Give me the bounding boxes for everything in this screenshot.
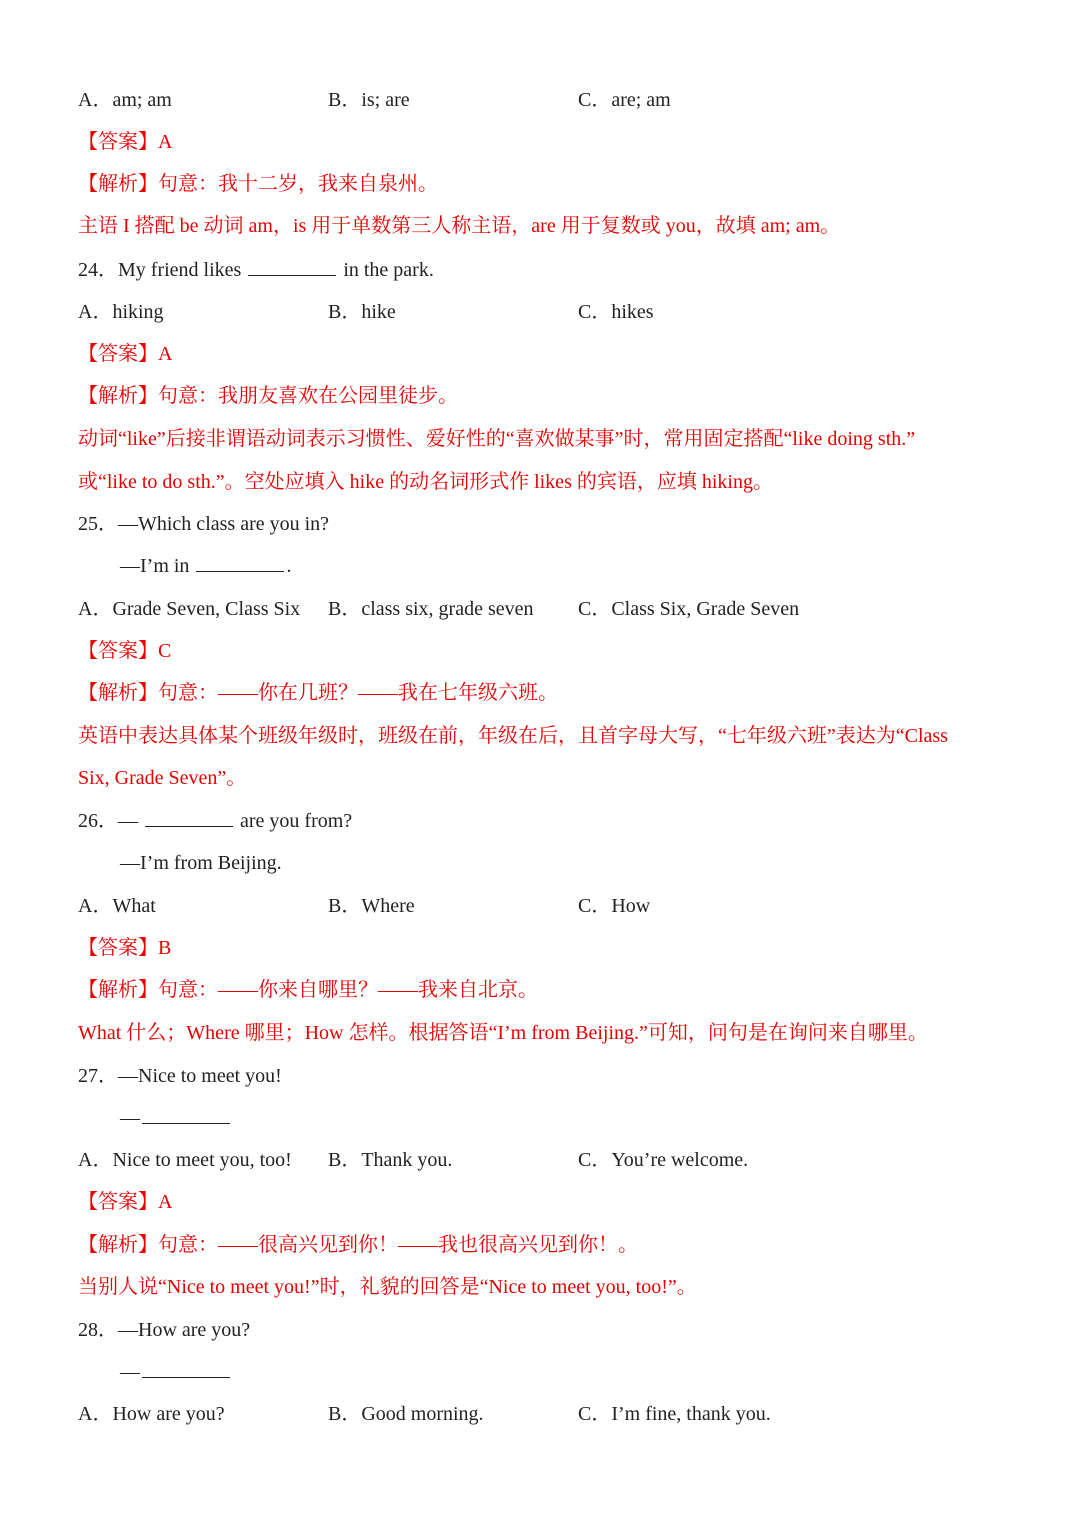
q23-explanation: 主语 I 搭配 be 动词 am，is 用于单数第三人称主语，are 用于复数或 you，故填 am; am。: [78, 215, 841, 237]
q25-answer: [78, 637, 171, 665]
q26-option-a: A．What: [78, 895, 156, 917]
q23-option-a: A．am; am: [78, 89, 172, 111]
q27-answer-text: 【答案】A: [78, 1191, 173, 1213]
q27-stem-1: [78, 1062, 282, 1090]
q27-option-c: C．You’re welcome.: [578, 1149, 749, 1171]
q25-analysis: [78, 679, 558, 707]
q26-number: 26．: [78, 810, 118, 832]
q25-explanation-2: Six, Grade Seven”。: [78, 767, 247, 789]
q25-stem-2-post: .: [286, 555, 292, 577]
q26-analysis-text: 句意：——你来自哪里？——我来自北京。: [158, 979, 538, 1001]
q25-analysis-label: 【解析】: [78, 682, 158, 704]
q28-option-b: B．Good morning.: [328, 1403, 484, 1425]
q23-analysis: [78, 170, 438, 198]
q25-option-a: A．Grade Seven, Class Six: [78, 598, 301, 620]
q23-analysis-label: 【解析】: [78, 173, 158, 195]
q28-stem-2-pre: —: [120, 1361, 140, 1383]
q26-stem-2: —I’m from Beijing.: [120, 852, 282, 874]
q24-analysis-label: 【解析】: [78, 385, 158, 407]
q23-option-c: C．are; am: [578, 89, 671, 111]
q26-stem-1-pre: —: [118, 810, 138, 832]
q26-option-c: C．How: [578, 895, 651, 917]
q24-answer: [78, 340, 172, 368]
q25-stem-1: [78, 510, 329, 538]
q26-analysis: [78, 976, 538, 1004]
q25-stem-2: [120, 552, 291, 580]
q27-stem-1-text: —Nice to meet you!: [118, 1065, 282, 1087]
q27-stem-2-pre: —: [120, 1107, 140, 1129]
q24-blank: [248, 257, 336, 276]
q26-analysis-label: 【解析】: [78, 979, 158, 1001]
q28-blank: [142, 1359, 230, 1378]
q26-stem-1: [78, 807, 352, 835]
q24-option-b: B．hike: [328, 301, 396, 323]
q28-stem-1: [78, 1316, 250, 1344]
q28-option-c: C．I’m fine, thank you.: [578, 1403, 771, 1425]
q24-stem-post: in the park.: [343, 259, 434, 281]
q24-explanation-2: 或“like to do sth.”。空处应填入 hike 的动名词形式作 likes 的宾语，应填 hiking。: [78, 471, 773, 493]
q27-option-b: B．Thank you.: [328, 1149, 453, 1171]
q24-option-a: A．hiking: [78, 301, 164, 323]
q27-number: 27．: [78, 1065, 118, 1087]
q27-analysis: [78, 1231, 638, 1259]
q27-analysis-text: 句意：——很高兴见到你！——我也很高兴见到你！。: [158, 1234, 638, 1256]
q24-analysis: [78, 382, 458, 410]
q23-answer-text: 【答案】A: [78, 131, 173, 153]
q23-answer: [78, 128, 172, 156]
q25-stem-1-text: —Which class are you in?: [118, 513, 330, 535]
q24-option-c: C．hikes: [578, 301, 654, 323]
q24-stem: [78, 256, 434, 284]
q24-stem-pre: My friend likes: [118, 259, 242, 281]
q26-explanation: What 什么；Where 哪里；How 怎样。根据答语“I’m from Beijing.”可知，问句是在询问来自哪里。: [78, 1022, 928, 1044]
q25-explanation-1: 英语中表达具体某个班级年级时，班级在前，年级在后，且首字母大写，“七年级六班”表达为“Class: [78, 725, 948, 747]
q26-stem-1-post: are you from?: [240, 810, 353, 832]
q25-option-c: C．Class Six, Grade Seven: [578, 598, 800, 620]
q27-blank: [142, 1105, 230, 1124]
q28-number: 28．: [78, 1319, 118, 1341]
q23-option-b: B．is; are: [328, 89, 410, 111]
q26-answer: [78, 934, 171, 962]
q26-option-b: B．Where: [328, 895, 415, 917]
q25-option-b: B．class six, grade seven: [328, 598, 534, 620]
q24-answer-text: 【答案】A: [78, 343, 173, 365]
q25-answer-text: 【答案】C: [78, 640, 172, 662]
q23-analysis-text: 句意：我十二岁，我来自泉州。: [158, 173, 438, 195]
q27-option-a: A．Nice to meet you, too!: [78, 1149, 292, 1171]
q26-blank: [145, 808, 233, 827]
q27-analysis-label: 【解析】: [78, 1234, 158, 1256]
q27-stem-2: [120, 1104, 232, 1132]
q27-explanation: 当别人说“Nice to meet you!”时，礼貌的回答是“Nice to meet you, too!”。: [78, 1276, 697, 1298]
q28-option-a: A．How are you?: [78, 1403, 225, 1425]
q24-explanation-1: 动词“like”后接非谓语动词表示习惯性、爱好性的“喜欢做某事”时，常用固定搭配“like doing sth.”: [78, 428, 916, 450]
q25-blank: [196, 553, 284, 572]
q28-stem-1-text: —How are you?: [118, 1319, 251, 1341]
q25-number: 25．: [78, 513, 118, 535]
q24-analysis-text: 句意：我朋友喜欢在公园里徒步。: [158, 385, 458, 407]
q25-analysis-text: 句意：——你在几班？——我在七年级六班。: [158, 682, 558, 704]
q24-number: 24．: [78, 259, 118, 281]
q28-stem-2: [120, 1358, 232, 1386]
q25-stem-2-pre: —I’m in: [120, 555, 190, 577]
q26-answer-text: 【答案】B: [78, 937, 172, 959]
q27-answer: [78, 1188, 172, 1216]
